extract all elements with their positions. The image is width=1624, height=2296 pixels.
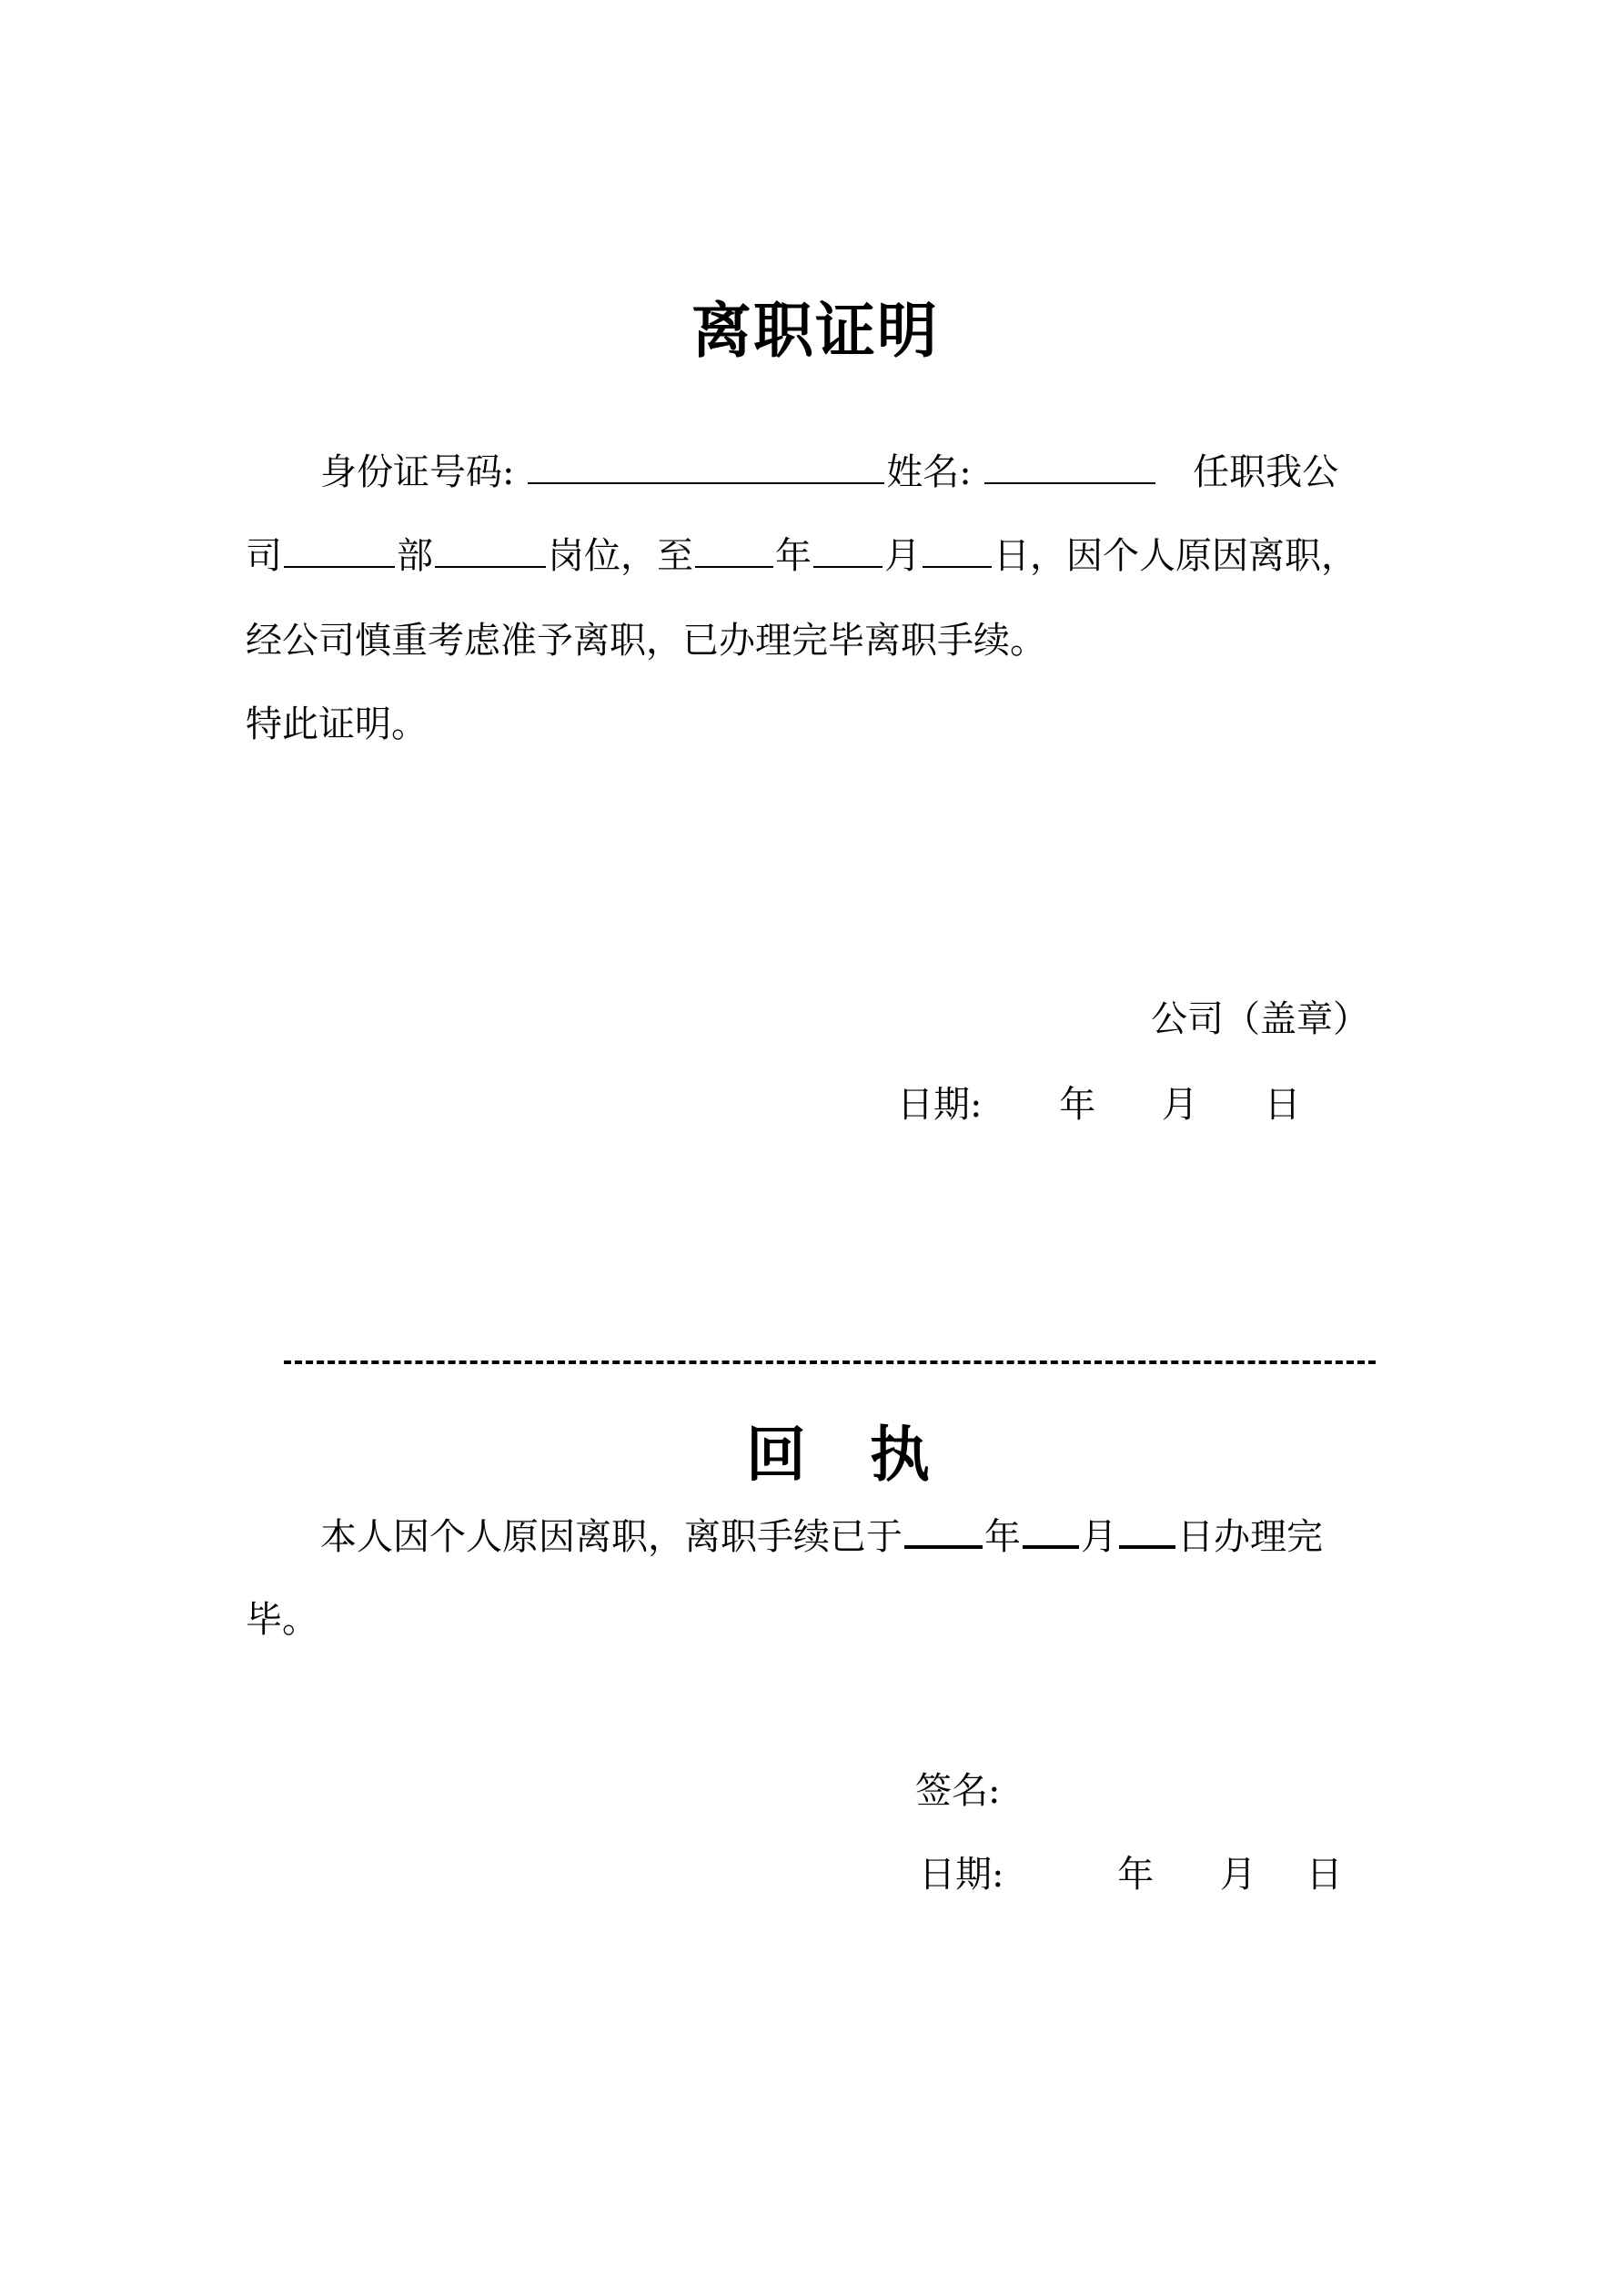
receipt-date-label: 日期: <box>919 1854 1004 1896</box>
company-suffix: 司 <box>246 535 282 577</box>
employment-text: 任职我公 <box>1193 451 1339 493</box>
receipt-line-1 <box>320 1509 1323 1563</box>
receipt-line-2: 毕。 <box>246 1599 318 1641</box>
certificate-line-1 <box>320 446 1338 498</box>
leave-year-field[interactable] <box>695 530 773 568</box>
month-label: 月 <box>884 535 921 577</box>
cut-line-divider <box>284 1360 1376 1364</box>
name-field[interactable] <box>984 446 1155 484</box>
certificate-line-2 <box>246 530 1357 582</box>
id-number-label: 身份证号码: <box>320 451 515 493</box>
date-label: 日期: <box>897 1084 983 1126</box>
receipt-month-label: 月 <box>1081 1516 1117 1558</box>
year-label: 年 <box>775 535 812 577</box>
company-name-field[interactable] <box>284 530 395 568</box>
receipt-year-label: 年 <box>984 1516 1021 1558</box>
position-label: 岗位，至 <box>548 535 693 577</box>
receipt-date-day: 日 <box>1306 1854 1343 1896</box>
certificate-date <box>897 1079 1301 1130</box>
certificate-line-4: 特此证明。 <box>246 703 428 745</box>
reason-text: 日，因个人原因离职， <box>994 535 1357 577</box>
department-field[interactable] <box>435 530 546 568</box>
receipt-date-month: 月 <box>1219 1854 1256 1896</box>
certificate-line-3: 经公司慎重考虑准予离职，已办理完毕离职手续。 <box>246 620 1046 662</box>
leave-month-field[interactable] <box>813 530 883 568</box>
receipt-day-field[interactable] <box>1119 1509 1175 1549</box>
receipt-date <box>919 1849 1343 1900</box>
dept-label: 部 <box>397 535 433 577</box>
receipt-text: 本人因个人原因离职，离职手续已于 <box>320 1516 903 1558</box>
date-year: 年 <box>1059 1084 1096 1126</box>
leave-day-field[interactable] <box>923 530 992 568</box>
receipt-date-year: 年 <box>1117 1854 1155 1896</box>
date-month: 月 <box>1161 1084 1198 1126</box>
receipt-day-label: 日办理完 <box>1177 1516 1323 1558</box>
receipt-year-field[interactable] <box>904 1509 983 1549</box>
name-label: 姓名: <box>886 451 972 493</box>
id-number-field[interactable] <box>528 446 884 484</box>
date-day: 日 <box>1264 1084 1301 1126</box>
company-seal-label: 公司（盖章） <box>1151 998 1369 1040</box>
signature-label: 签名: <box>915 1770 1001 1812</box>
certificate-title: 离职证明 <box>691 295 939 366</box>
receipt-title: 回 执 <box>746 1419 932 1490</box>
receipt-month-field[interactable] <box>1023 1509 1079 1549</box>
